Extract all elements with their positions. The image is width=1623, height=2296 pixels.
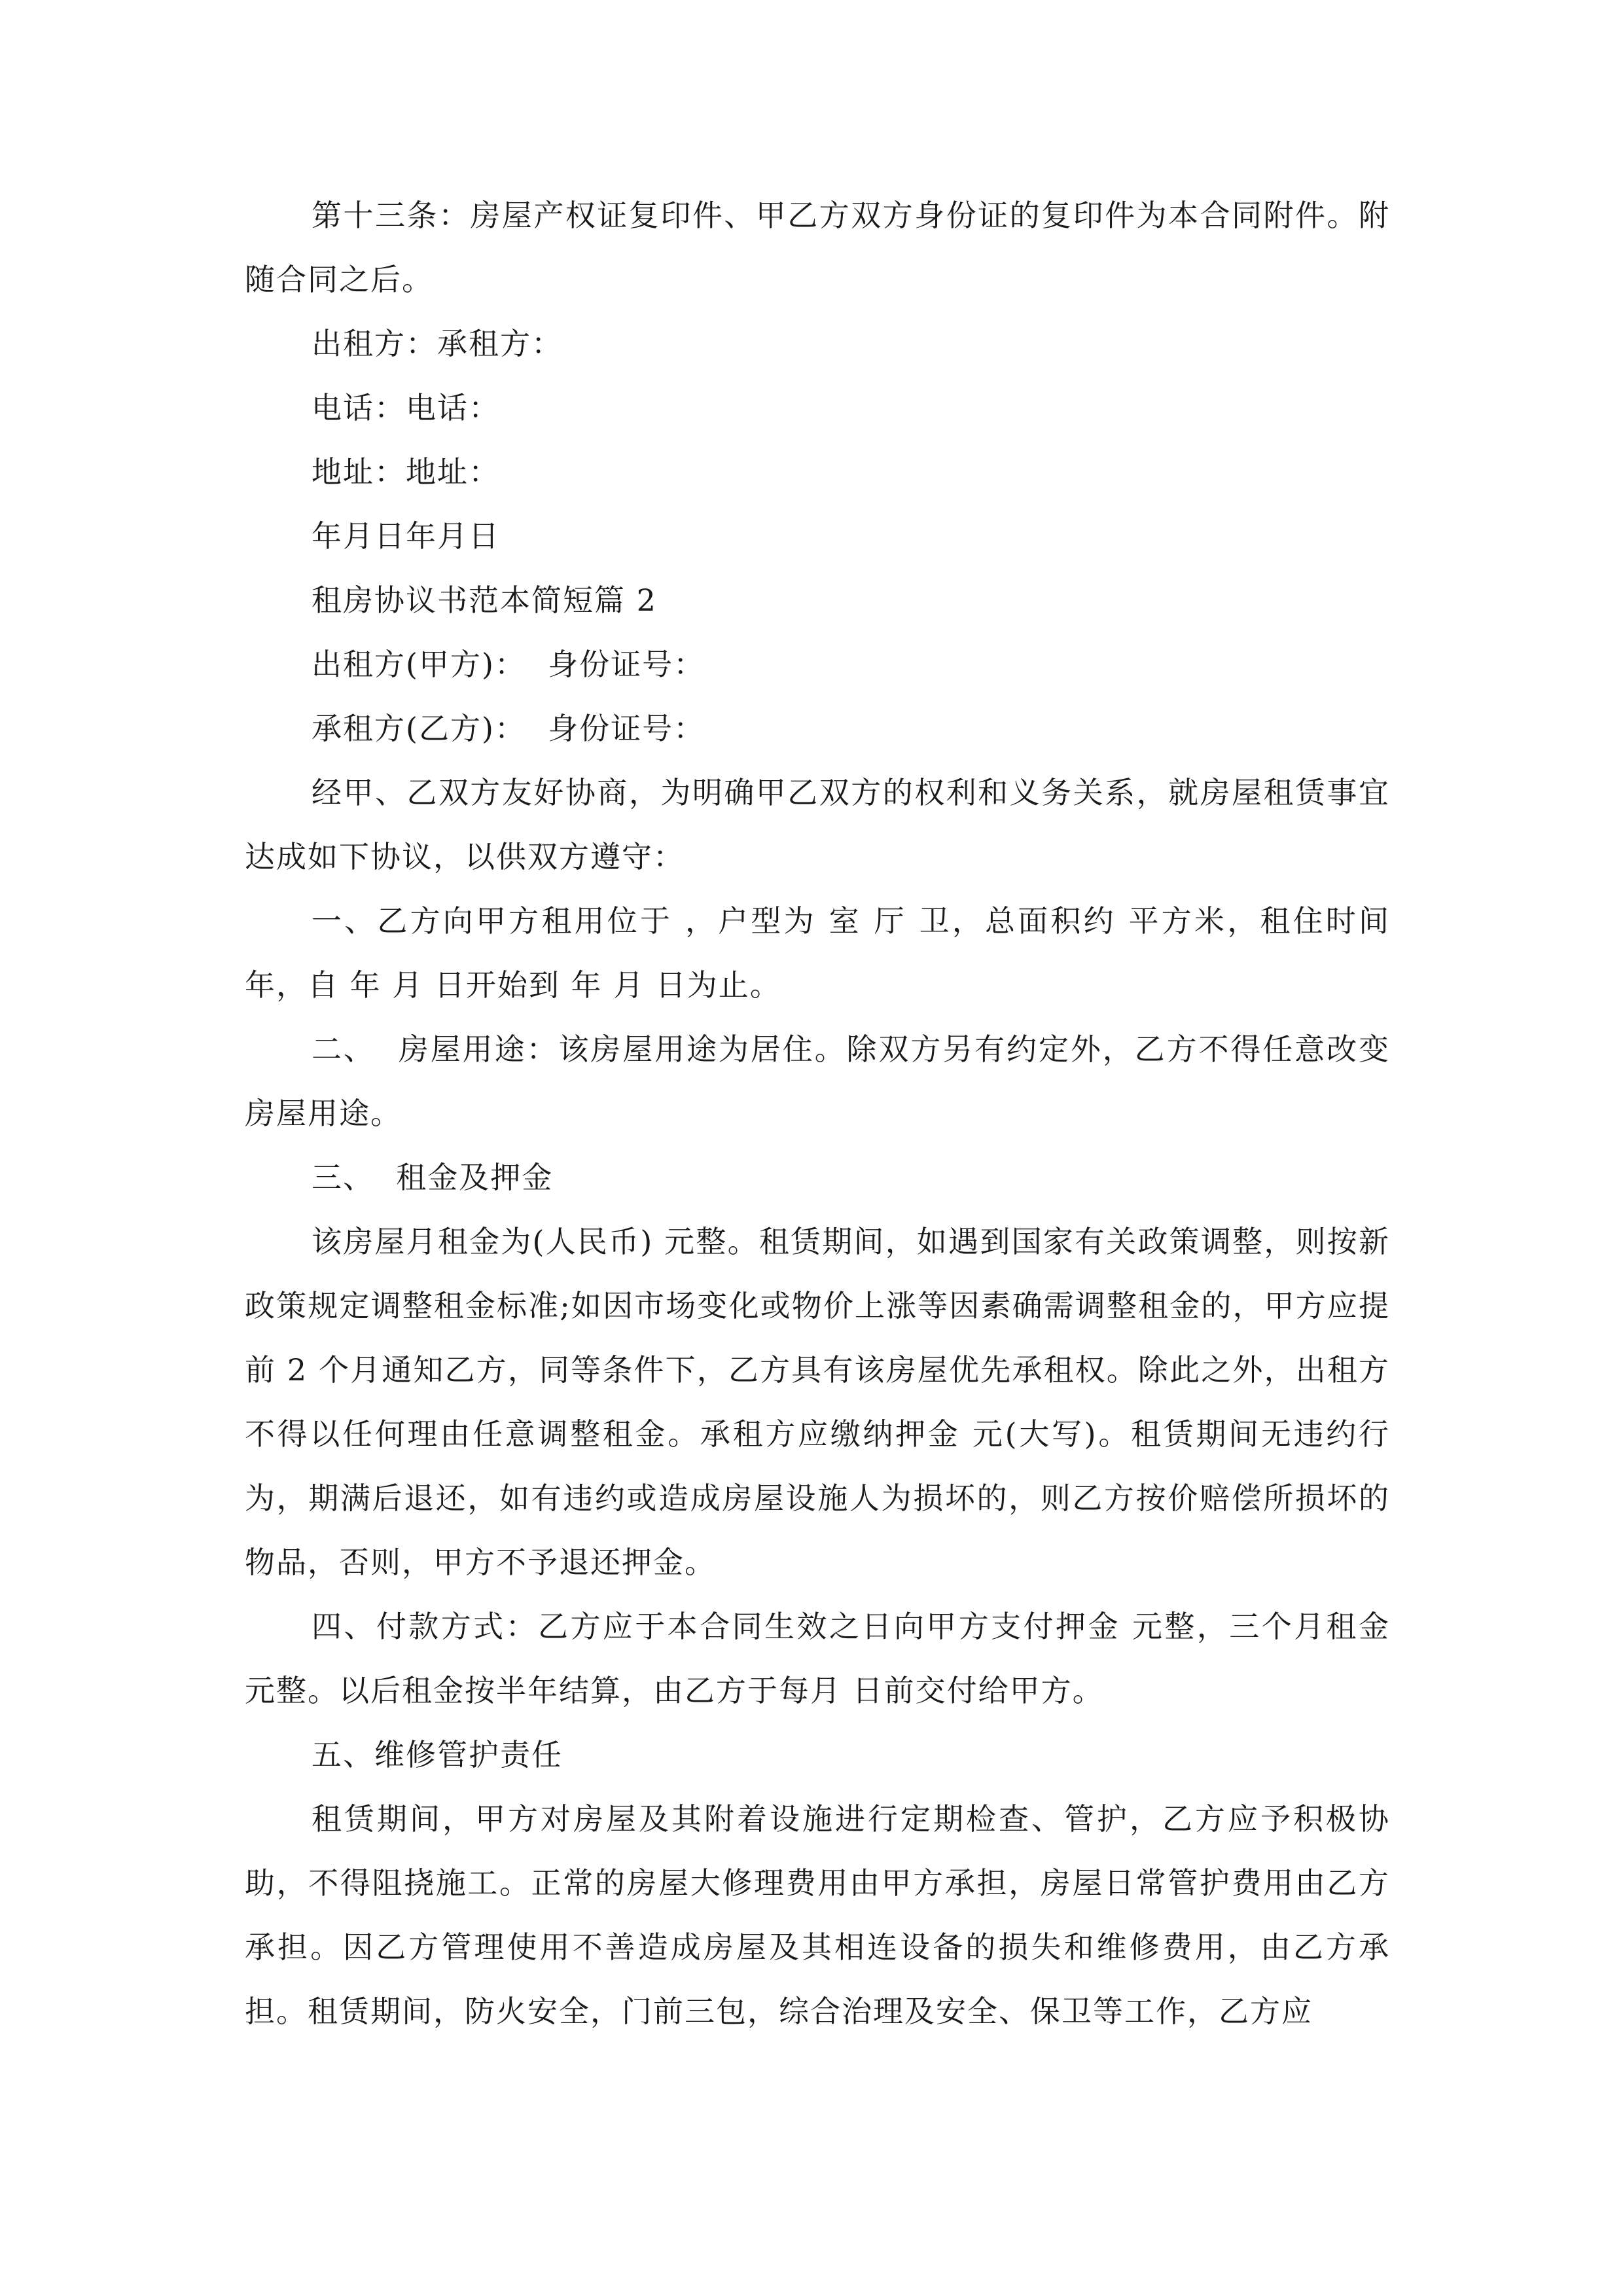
paragraph-lessor-lessee: 出租方：承租方： [312,326,563,361]
paragraph-phone: 电话：电话： [312,390,500,425]
paragraph-clause-4: 四、付款方式：乙方应于本合同生效之日向甲方支付押金 元整，三个月租金 元整。以后租金按半年结算，由乙方于每月 日前交付给甲方。 [245,1609,1401,1708]
paragraph-clause-2: 二、 房屋用途：该房屋用途为居住。除双方另有约定外，乙方不得任意改变房屋用途。 [245,1031,1390,1131]
section-heading: 租房协议书范本简短篇 2 [312,583,657,618]
paragraph-clause-3-heading: 三、 租金及押金 [312,1160,554,1195]
document-body [245,183,1401,2043]
paragraph-party-a: 出租方(甲方)： 身份证号： [312,647,705,682]
paragraph-clause-3-body: 该房屋月租金为(人民币) 元整。租赁期间，如遇到国家有关政策调整，则按新政策规定调整租金标准;如因市场变化或物价上涨等因素确需调整租金的，甲方应提前 2 个月通知乙方，同等条件下，乙方具有该房屋优先承租权。除此之外，出租方不得以任何理由任意调整租金。承租方应缴纳押金 元(大写)。租赁期间无违约行为，期满后退还，如有违约或造成房屋设施人为损坏的，则乙方按价赔偿所损坏的物品，否则，甲方不予退还押金。 [245,1224,1390,1580]
paragraph-clause-5-body: 租赁期间，甲方对房屋及其附着设施进行定期检查、管护，乙方应予积极协助，不得阻挠施工。正常的房屋大修理费用由甲方承担，房屋日常管护费用由乙方承担。因乙方管理使用不善造成房屋及其相连设备的损失和维修费用，由乙方承担。租赁期间，防火安全，门前三包，综合治理及安全、保卫等工作，乙方应 [245,1801,1390,2029]
paragraph-clause-1: 一、乙方向甲方租用位于 ，户型为 室 厅 卫，总面积约 平方米，租住时间 年，自 年 月 日开始到 年 月 日为止。 [245,903,1401,1003]
paragraph-address: 地址：地址： [312,454,500,490]
paragraph-date: 年月日年月日 [312,518,500,554]
paragraph-article-13: 第十三条：房屋产权证复印件、甲乙方双方身份证的复印件为本合同附件。附随合同之后。 [245,198,1390,297]
paragraph-clause-5-heading: 五、维修管护责任 [312,1737,563,1772]
paragraph-party-b: 承租方(乙方)： 身份证号： [312,711,705,746]
paragraph-preamble: 经甲、乙双方友好协商，为明确甲乙双方的权利和义务关系，就房屋租赁事宜达成如下协议，以供双方遵守： [245,775,1390,874]
